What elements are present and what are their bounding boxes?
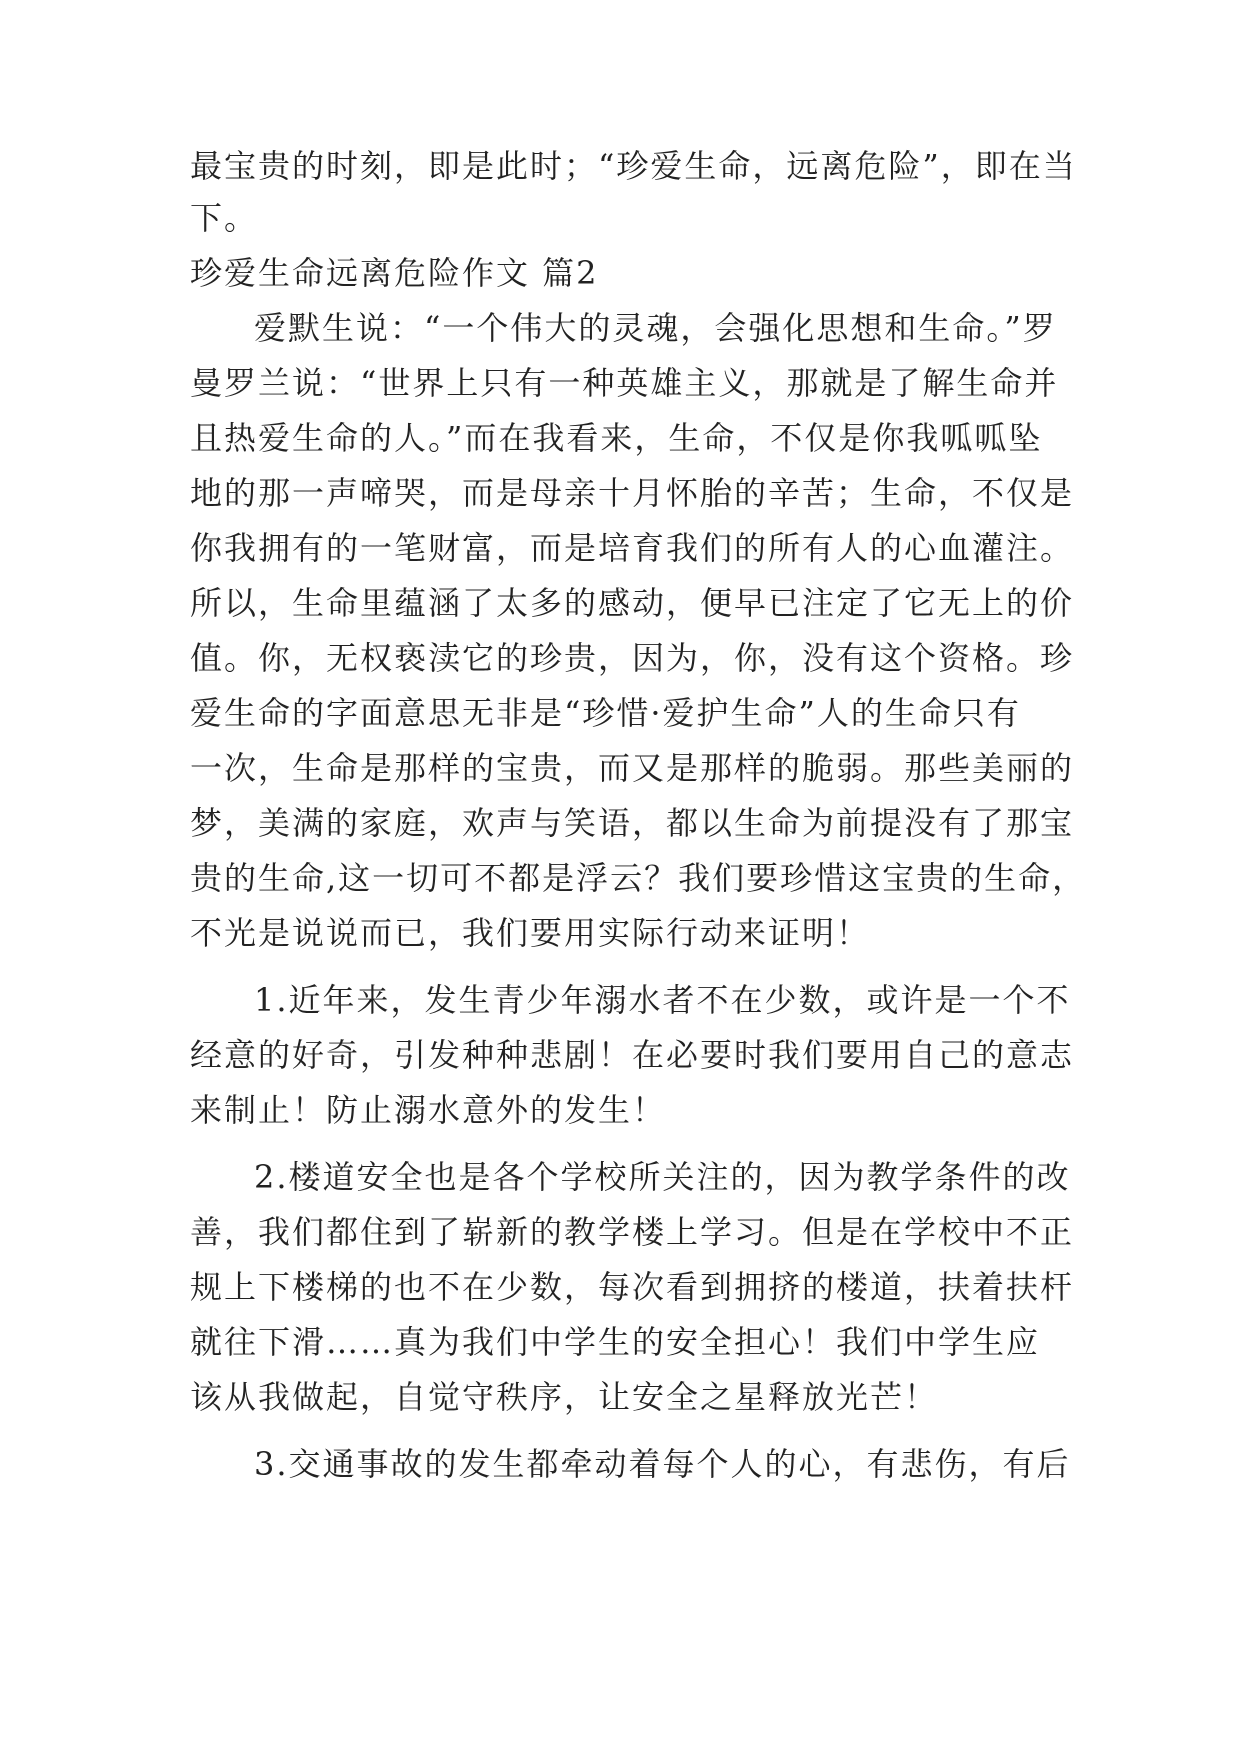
text-line: 经意的好奇，引发种种悲剧！在必要时我们要用自己的意志 [190, 1036, 1075, 1074]
text-line: 值。你，无权亵渎它的珍贵，因为，你，没有这个资格。珍 [190, 639, 1075, 677]
text-line: 最宝贵的时刻，即是此时；“珍爱生命，远离危险”，即在当 [190, 147, 1077, 185]
text-line: 地的那一声啼哭，而是母亲十月怀胎的辛苦；生命，不仅是 [190, 474, 1075, 512]
text-line: 一次，生命是那样的宝贵，而又是那样的脆弱。那些美丽的 [190, 749, 1075, 787]
text-line: 你我拥有的一笔财富，而是培育我们的所有人的心血灌注。 [190, 529, 1075, 567]
text-line: 所以，生命里蕴涵了太多的感动，便早已注定了它无上的价 [190, 584, 1075, 622]
text-line: 1.近年来，发生青少年溺水者不在少数，或许是一个不 [254, 981, 1071, 1019]
text-line: 贵的生命,这一切可不都是浮云？我们要珍惜这宝贵的生命， [190, 859, 1087, 897]
text-line: 该从我做起，自觉守秩序，让安全之星释放光芒！ [190, 1378, 939, 1416]
text-line: 3.交通事故的发生都牵动着每个人的心，有悲伤，有后 [254, 1445, 1071, 1483]
text-line: 且热爱生命的人。”而在我看来，生命，不仅是你我呱呱坠 [190, 419, 1043, 457]
text-line: 来制止！防止溺水意外的发生！ [190, 1091, 667, 1129]
text-line: 梦，美满的家庭，欢声与笑语，都以生命为前提没有了那宝 [190, 804, 1075, 842]
text-line: 规上下楼梯的也不在少数，每次看到拥挤的楼道，扶着扶杆 [190, 1268, 1075, 1306]
text-line: 不光是说说而已，我们要用实际行动来证明！ [190, 914, 871, 952]
text-line: 爱生命的字面意思无非是“珍惜·爱护生命”人的生命只有 [190, 694, 1021, 732]
text-line: 2.楼道安全也是各个学校所关注的，因为教学条件的改 [254, 1158, 1071, 1196]
text-line: 下。 [190, 199, 259, 237]
text-line: 曼罗兰说：“世界上只有一种英雄主义，那就是了解生命并 [190, 364, 1059, 402]
text-line: 善，我们都住到了崭新的教学楼上学习。但是在学校中不正 [190, 1213, 1075, 1251]
text-line: 就往下滑……真为我们中学生的安全担心！我们中学生应 [190, 1323, 1041, 1361]
text-line: 爱默生说：“一个伟大的灵魂，会强化思想和生命。”罗 [254, 309, 1057, 347]
section-heading: 珍爱生命远离危险作文 篇2 [190, 254, 599, 292]
